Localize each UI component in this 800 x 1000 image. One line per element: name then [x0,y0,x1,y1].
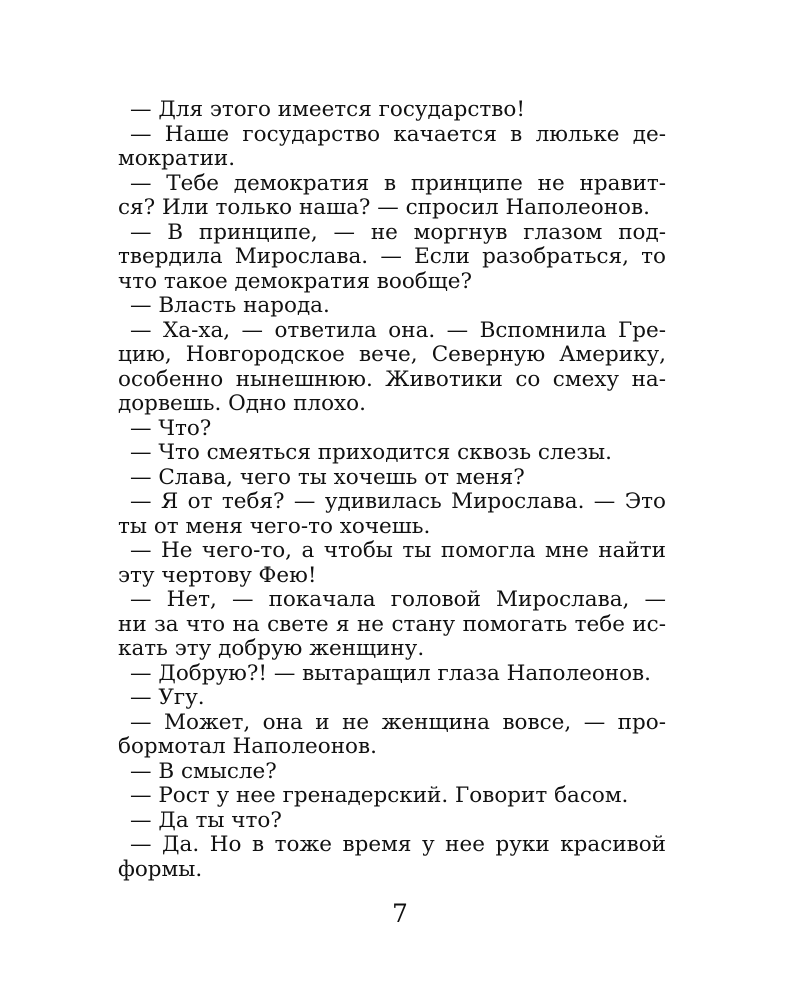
text-line: — В принципе, — не моргнув глазом под- [130,219,666,245]
page-number: 7 [392,899,408,928]
text-line: — Власть народа. [130,293,330,318]
text-line: — В смысле? [130,758,277,784]
text-line: твердила Мирослава. — Если разобраться, то [118,244,666,269]
text-line: особенно нынешнюю. Животики со смеху на- [118,366,666,392]
text-line: — Да ты что? [130,807,282,833]
text-line: — Что смеяться приходится сквозь слезы. [130,440,612,465]
text-line: ни за что на свете я не стану помогать тебе ис- [118,611,666,637]
text-line: — Слава, чего ты хочешь от меня? [130,464,525,490]
text-line: — Нет, — покачала головой Мирослава, — [130,587,666,612]
text-line: — Может, она и не женщина вовсе, — про- [130,709,666,735]
text-line: — Для этого имеется государство! [130,97,525,122]
text-line: что такое демократия вообще? [118,268,472,294]
text-line: мократии. [118,146,236,171]
text-line: кать эту добрую женщину. [118,636,425,661]
text-line: — Рост у нее гренадерский. Говорит басом. [130,783,629,808]
text-line: — Наше государство качается в люльке де- [130,121,666,147]
text-line: — Я от тебя? — удивилась Мирослава. — Это [130,489,666,514]
text-line: — Угу. [130,685,205,710]
text-line: ся? Или только наша? — спросил Наполеонов. [118,195,650,220]
text-line: эту чертову Фею! [118,562,317,588]
text-line: дорвешь. Одно плохо. [118,391,366,416]
text-line: бормотал Наполеонов. [118,734,377,759]
text-line: формы. [118,856,203,882]
text-line: — Добрую?! — вытаращил глаза Наполеонов. [130,660,651,686]
book-page-text [118,98,666,882]
text-line: — Тебе демократия в принципе не нравит- [130,170,666,196]
text-line: — Не чего-то, а чтобы ты помогла мне найти [130,538,666,563]
text-line: — Ха-ха, — ответила она. — Вспомнила Гре- [130,317,666,343]
text-line: цию, Новгородское вече, Северную Америку, [118,342,666,367]
text-line: — Да. Но в тоже время у нее руки красивой [130,832,666,857]
text-line: ты от меня чего-то хочешь. [118,513,431,539]
text-line: — Что? [130,415,212,441]
